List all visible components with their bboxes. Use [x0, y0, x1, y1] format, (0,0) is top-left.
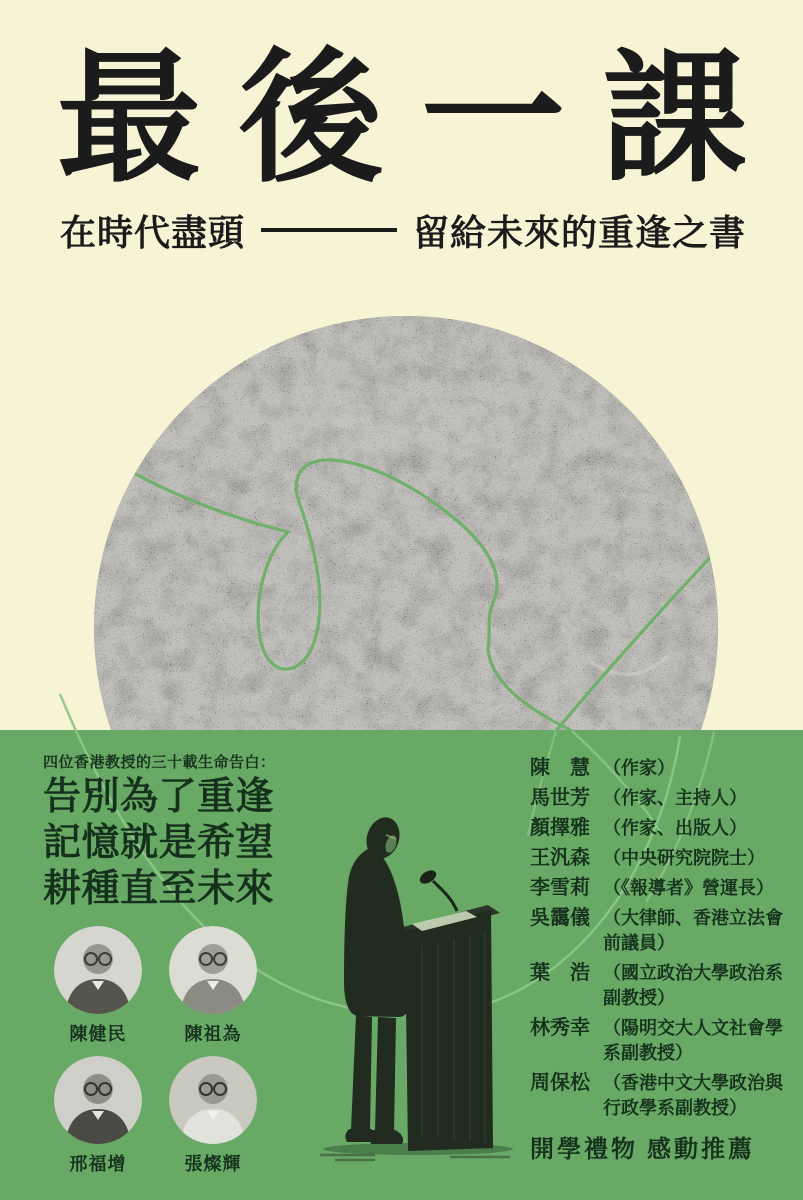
endorser-row [530, 786, 792, 811]
endorser-row [530, 906, 792, 956]
endorser-row [530, 846, 792, 871]
endorser-name: 馬世芳 [530, 787, 590, 809]
endorser-title: （陽明交大人文社會學系副教授） [603, 1018, 783, 1063]
endorser-name: 王汎森 [530, 847, 590, 869]
endorser-name: 陳 慧 [530, 757, 590, 779]
lecturer-illustration [300, 785, 530, 1165]
endorser-name: 李雪莉 [530, 877, 590, 899]
footer-slogan: 開學禮物 感動推薦 [530, 1137, 755, 1163]
endorser-title: （國立政治大學政治系副教授） [603, 963, 783, 1008]
tagline-big [43, 774, 274, 912]
endorser-row [530, 961, 792, 1011]
subtitle-dash-line [261, 228, 397, 232]
endorser-title: （香港中文大學政治與行政學系副教授） [603, 1073, 783, 1118]
endorser-title: （大律師、香港立法會前議員） [603, 908, 783, 953]
professor-name: 陳健民 [69, 1024, 127, 1044]
endorser-row [530, 756, 792, 781]
endorser-title: （作家、主持人） [603, 788, 747, 808]
microphone-icon [417, 868, 457, 911]
professor-portrait [43, 1056, 153, 1176]
title-char: 最 [57, 41, 202, 200]
professor-name: 陳祖為 [184, 1024, 242, 1044]
endorser-row [530, 1016, 792, 1066]
endorser-list [530, 756, 792, 1126]
title-char: 課 [602, 41, 747, 200]
professor-photo-grid [43, 926, 273, 1176]
professor-portrait [158, 926, 268, 1046]
professor-name: 邢福增 [69, 1154, 127, 1174]
professor-portrait [158, 1056, 268, 1176]
tagline-line: 告別為了重逢 [43, 776, 275, 818]
endorser-title: （作家、出版人） [603, 818, 747, 838]
endorser-row [530, 876, 792, 901]
portrait-photo [169, 1056, 257, 1144]
podium [403, 905, 500, 1151]
tagline-line: 耕種直至未來 [43, 868, 275, 910]
portrait-photo [54, 1056, 142, 1144]
title-char: 後 [238, 41, 383, 200]
endorser-name: 周保松 [530, 1072, 590, 1094]
endorser-name: 林秀幸 [530, 1017, 590, 1039]
endorser-title: （中央研究院院士） [603, 848, 765, 868]
endorser-name: 顏擇雅 [530, 817, 590, 839]
title-char: 一 [420, 41, 565, 200]
endorser-name: 吳靄儀 [530, 907, 590, 929]
tagline-small: 四位香港教授的三十載生命告白： [43, 755, 276, 771]
portrait-photo [169, 926, 257, 1014]
professor-portrait [43, 926, 153, 1046]
tagline-line: 記憶就是希望 [43, 822, 275, 864]
subtitle [60, 206, 746, 254]
endorser-row [530, 816, 792, 841]
endorser-name: 葉 浩 [530, 962, 590, 984]
portrait-photo [54, 926, 142, 1014]
endorser-title: （作家） [603, 758, 675, 778]
professor-name: 張燦輝 [184, 1154, 242, 1174]
endorser-row [530, 1071, 792, 1121]
subtitle-right: 留給未來的重逢之書 [412, 212, 746, 253]
subtitle-left: 在時代盡頭 [60, 212, 246, 253]
book-title [57, 41, 747, 200]
endorser-title: （《報導者》營運長） [603, 878, 774, 898]
